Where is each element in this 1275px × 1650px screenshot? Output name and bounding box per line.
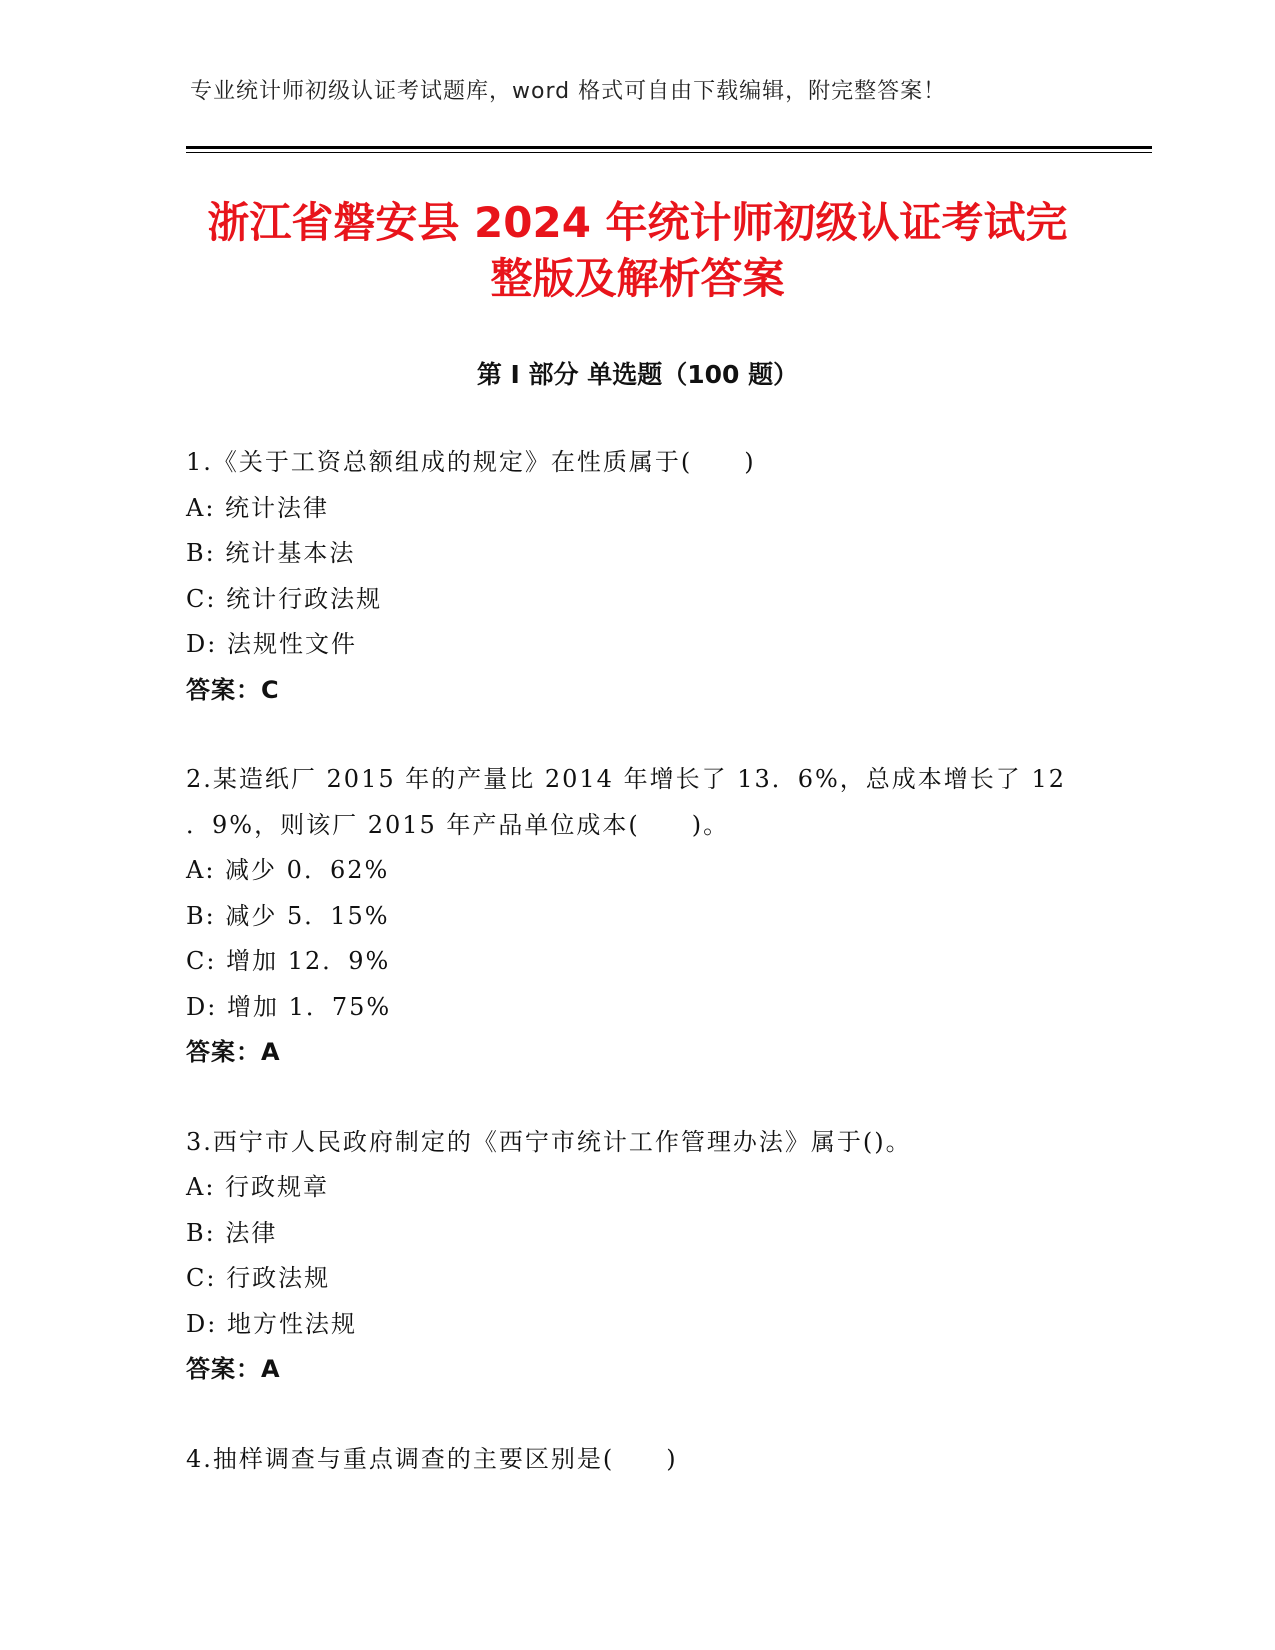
answer: 答案：A <box>186 1355 281 1383</box>
answer: 答案：A <box>186 1038 281 1066</box>
option-b: B: 减少 5．15% <box>186 901 390 930</box>
answer: 答案：C <box>186 675 280 704</box>
option-a: A: 行政规章 <box>186 1173 330 1201</box>
question-2 <box>186 757 1086 1076</box>
option-d: D: 增加 1．75% <box>186 992 392 1021</box>
option-a: A: 减少 0．62% <box>186 856 390 884</box>
document-title-line-2: 整版及解析答案 <box>490 254 785 303</box>
option-a: A: 统计法律 <box>186 493 330 522</box>
question-3 <box>186 1120 1086 1393</box>
question-list <box>186 440 1086 1526</box>
option-c: C: 行政法规 <box>186 1264 331 1292</box>
question-1 <box>186 440 1086 713</box>
option-c: C: 增加 12．9% <box>186 947 391 975</box>
question-stem: 4.抽样调查与重点调查的主要区别是( ) <box>186 1444 678 1473</box>
section-title: 第 I 部分 单选题（100 题） <box>476 360 799 389</box>
option-b: B: 统计基本法 <box>186 539 356 567</box>
question-4 <box>186 1437 1086 1483</box>
question-stem: 3.西宁市人民政府制定的《西宁市统计工作管理办法》属于()。 <box>186 1127 912 1156</box>
option-c: C: 统计行政法规 <box>186 584 383 613</box>
header-rule-thin <box>186 152 1152 153</box>
document-title <box>160 195 1115 307</box>
question-stem-continued: ．9%，则该厂 2015 年产品单位成本( )。 <box>186 810 730 839</box>
header-rule-thick <box>186 146 1152 149</box>
header-note: 专业统计师初级认证考试题库，word 格式可自由下载编辑，附完整答案！ <box>190 79 947 104</box>
option-d: D: 地方性法规 <box>186 1309 357 1338</box>
document-title-line-1: 浙江省磐安县 2024 年统计师初级认证考试完 <box>207 198 1068 247</box>
question-stem: 2.某造纸厂 2015 年的产量比 2014 年增长了 13．6%，总成本增长了 12 <box>186 765 1066 793</box>
question-stem: 1.《关于工资总额组成的规定》在性质属于( ) <box>186 448 756 476</box>
option-b: B: 法律 <box>186 1218 278 1247</box>
option-d: D: 法规性文件 <box>186 630 357 658</box>
